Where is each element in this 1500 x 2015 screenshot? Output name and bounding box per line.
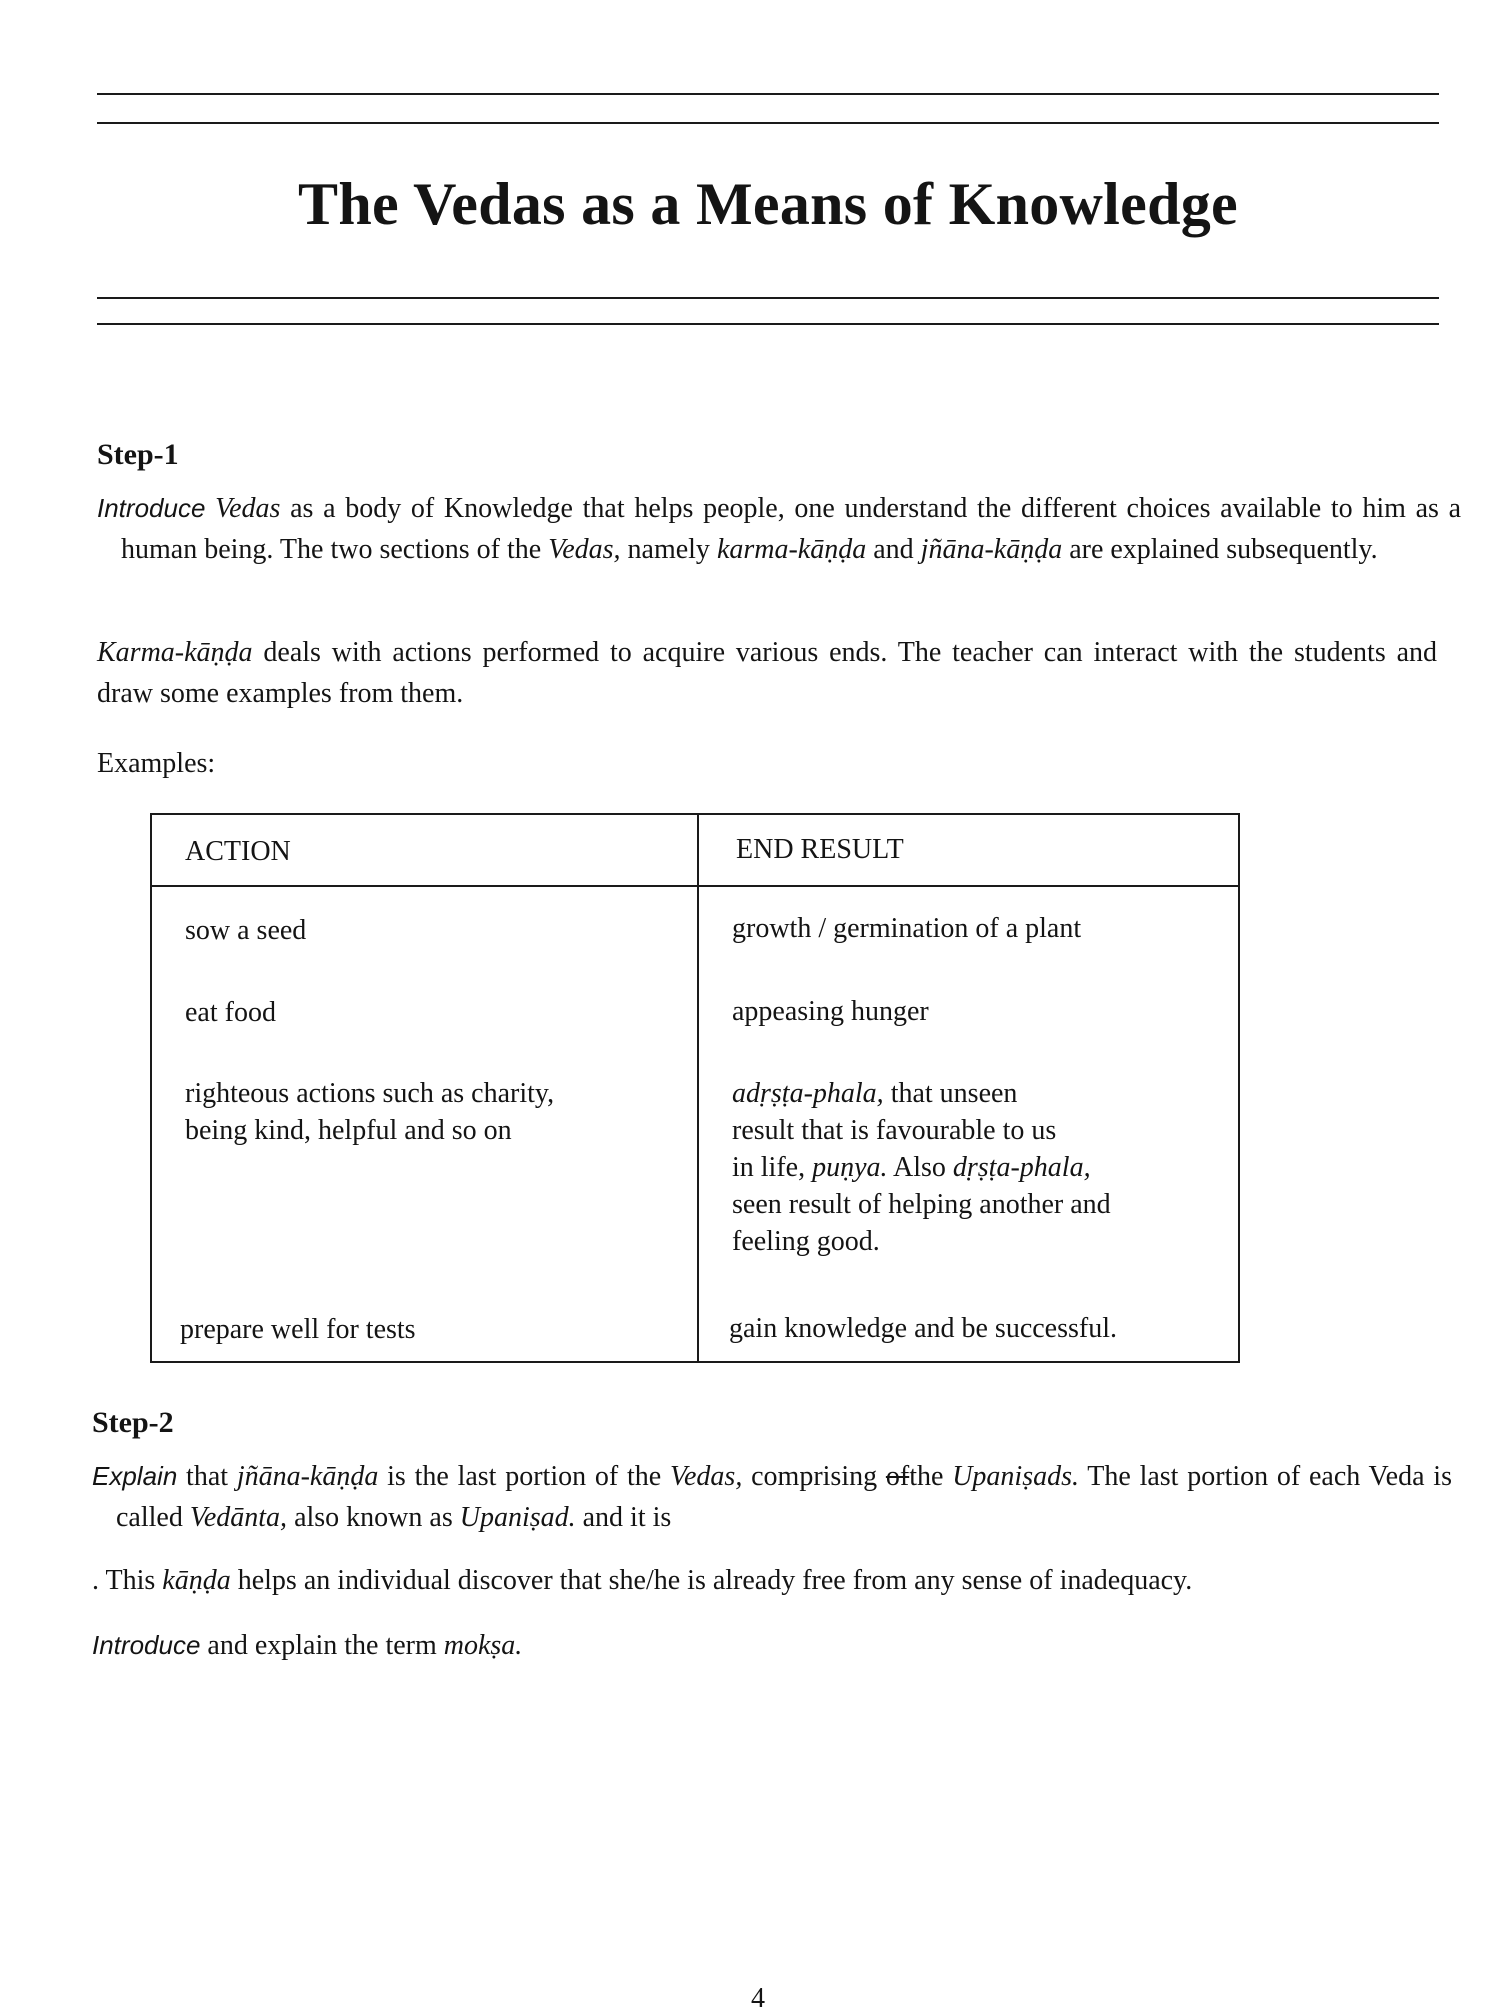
term: karma-kāṇḍa	[716, 534, 867, 565]
term: Vedānta,	[189, 1502, 288, 1533]
bottom-rule-1	[97, 297, 1439, 299]
moksa-paragraph: Introduce and explain the term mokṣa.	[92, 1630, 523, 1661]
instruction-verb: Explain	[92, 1461, 178, 1491]
table-cell-action: prepare well for tests	[180, 1314, 416, 1345]
term: dṛṣṭa-phala,	[952, 1152, 1091, 1183]
table-header-end-result: END RESULT	[736, 834, 904, 865]
bottom-rule-2	[97, 323, 1439, 325]
table-cell-action: sow a seed	[185, 915, 307, 946]
table-header-action: ACTION	[185, 836, 291, 867]
step-1-heading: Step-1	[97, 438, 179, 471]
step-1-intro-paragraph: Introduce Vedas as a body of Knowledge that helps people, one understand the different choices available to him as a human being. The two sections of the Vedas, namely karma-kāṇḍa and jñāna-kāṇḍa are explained subsequently.	[97, 493, 1461, 565]
table-cell-action: righteous actions such as charity, being kind, helpful and so on	[185, 1078, 555, 1146]
term: Vedas	[215, 493, 281, 524]
term: jñāna-kāṇḍa	[920, 534, 1063, 565]
term: puṇya.	[812, 1152, 888, 1183]
term: Karma-kāṇḍa	[97, 637, 253, 668]
term: adṛṣṭa-phala,	[732, 1078, 884, 1109]
step-2-jnana-paragraph: Explain that jñāna-kāṇḍa is the last portion of the Vedas, comprising ofthe Upaniṣads. The last portion of each Veda is called Vedānta, also known as Upaniṣad. and it is	[92, 1461, 1452, 1533]
table-cell-result: growth / germination of a plant	[732, 913, 1082, 944]
header-divider	[152, 885, 1238, 887]
term: Upaniṣad.	[459, 1502, 576, 1533]
table-cell-result: adṛṣṭa-phala, that unseen result that is favourable to us in life, puṇya. Also dṛṣṭa-phala, seen result of helping another and feeling good.	[732, 1078, 1111, 1257]
term: jñāna-kāṇḍa	[236, 1461, 379, 1492]
step-2-heading: Step-2	[92, 1406, 174, 1439]
table-cell-result: appeasing hunger	[732, 996, 929, 1027]
term: kāṇḍa	[162, 1565, 231, 1596]
instruction-verb: Introduce	[97, 493, 206, 523]
term: Upaniṣads.	[952, 1461, 1079, 1492]
term: Vedas,	[670, 1461, 743, 1492]
top-rule-1	[97, 93, 1439, 95]
instruction-verb: Introduce	[92, 1630, 201, 1660]
term: mokṣa.	[443, 1630, 523, 1661]
term: Vedas,	[548, 534, 621, 565]
table-cell-action: eat food	[185, 997, 276, 1028]
table-cell-result: gain knowledge and be successful.	[729, 1313, 1117, 1344]
struck-text: of	[885, 1461, 910, 1492]
page-title: The Vedas as a Means of Knowledge	[298, 171, 1238, 237]
page-number: 4	[751, 1983, 765, 2014]
top-rule-2	[97, 122, 1439, 124]
karma-kanda-paragraph: Karma-kāṇḍa deals with actions performed to acquire various ends. The teacher can interact with the students and draw some examples from them.	[97, 637, 1437, 709]
examples-table	[150, 813, 1240, 1363]
kanda-paragraph: . This kāṇḍa helps an individual discover that she/he is already free from any sense of inadequacy.	[92, 1565, 1193, 1596]
column-divider	[697, 815, 699, 1361]
examples-label: Examples:	[97, 748, 216, 779]
